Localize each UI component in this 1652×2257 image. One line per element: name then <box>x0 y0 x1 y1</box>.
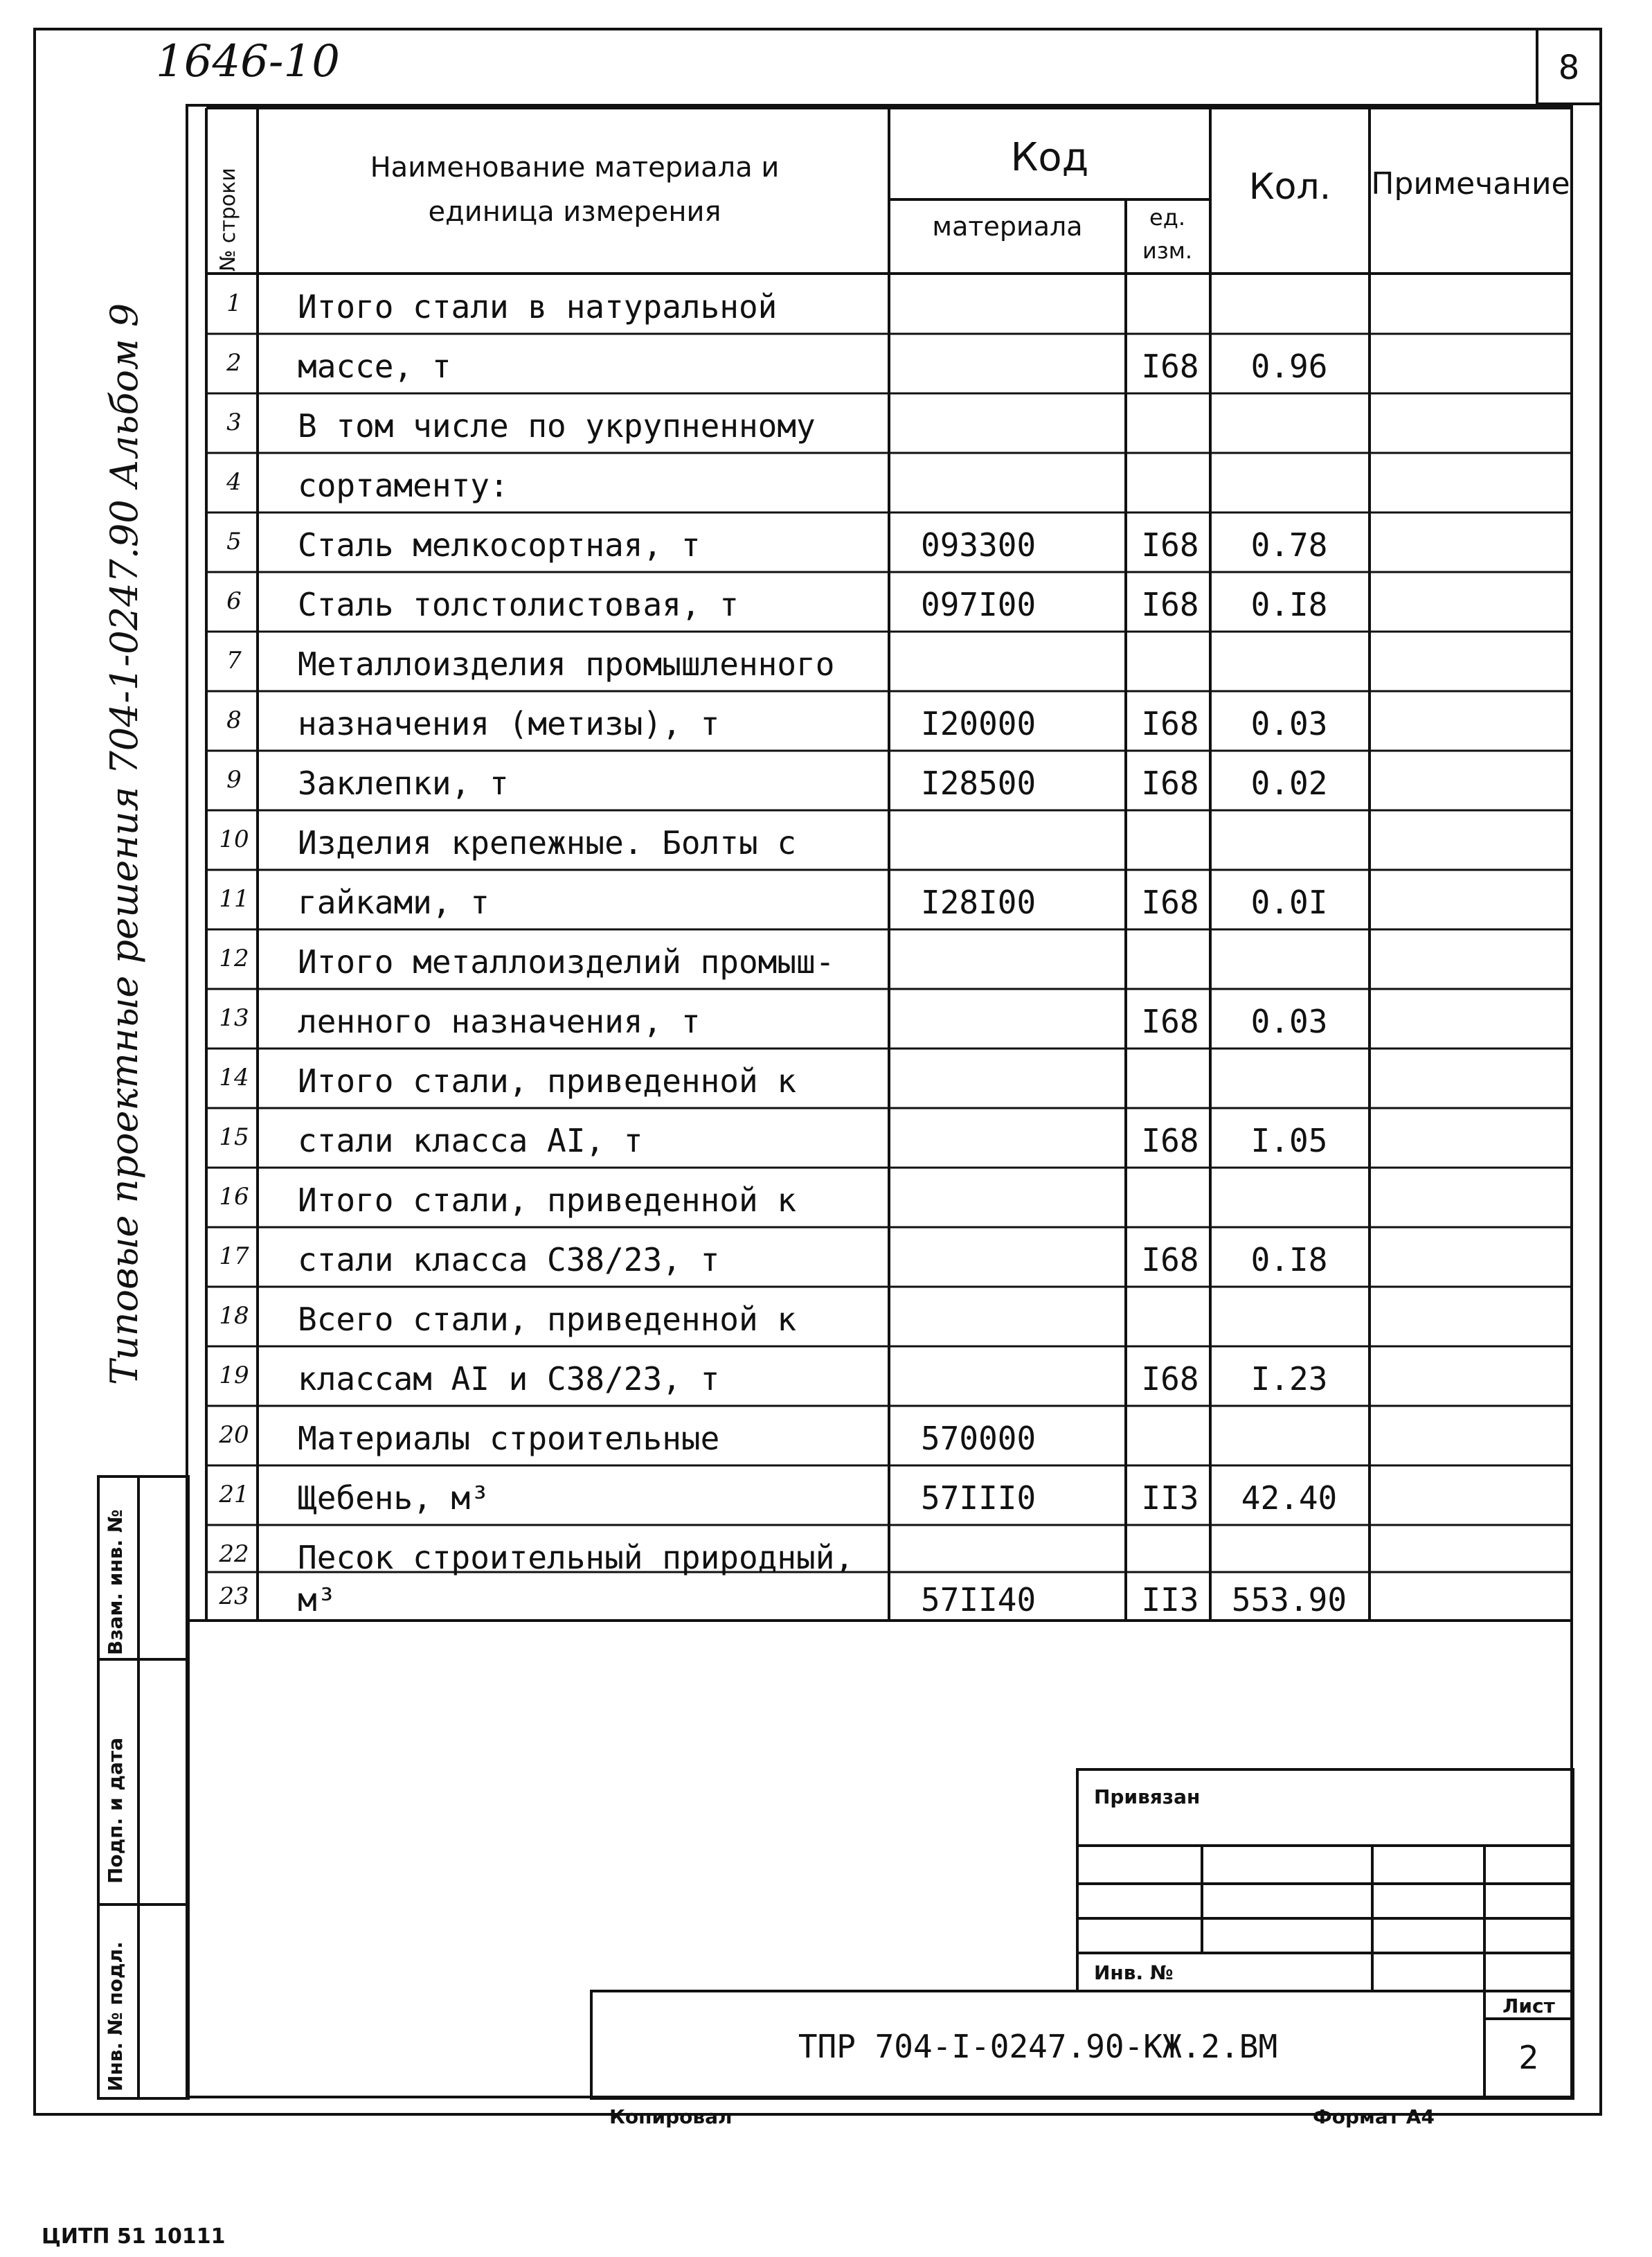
row-name: назначения (метизы), т <box>298 705 720 742</box>
stamp-privyazan: Привязан <box>1094 1785 1201 1808</box>
stamp-sheet-no: 2 <box>1518 2039 1539 2076</box>
row-number: 16 <box>219 1183 249 1211</box>
row-unit-code: I68 <box>1141 884 1199 921</box>
header-qty: Кол. <box>1248 166 1331 208</box>
row-number: 14 <box>219 1064 249 1091</box>
row-material-code: 097I00 <box>921 586 1036 623</box>
row-unit-code: I68 <box>1141 526 1199 564</box>
row-name: Итого металлоизделий промыш- <box>298 943 835 981</box>
row-qty: 0.0I <box>1250 884 1328 921</box>
row-name: стали класса С38/23, т <box>298 1241 720 1278</box>
row-qty: 0.03 <box>1250 1003 1328 1040</box>
header-code-material: материала <box>932 211 1083 242</box>
corner-note: 1646-10 <box>156 36 340 87</box>
row-material-code: 57III0 <box>921 1479 1036 1517</box>
row-name: Итого стали в натуральной <box>298 288 778 325</box>
row-name: Песок строительный природный, <box>298 1539 854 1576</box>
row-qty: 0.02 <box>1250 765 1328 802</box>
row-name: Изделия крепежные. Болты с <box>298 824 797 862</box>
row-unit-code: I68 <box>1141 705 1199 742</box>
row-qty: 553.90 <box>1231 1581 1347 1618</box>
row-name: В том числе по укрупненному <box>298 407 816 445</box>
row-number: 21 <box>219 1481 249 1508</box>
row-qty: 0.03 <box>1250 705 1328 742</box>
row-number: 20 <box>219 1421 249 1449</box>
row-number: 18 <box>219 1302 249 1330</box>
row-material-code: I28I00 <box>921 884 1036 921</box>
row-material-code: 57II40 <box>921 1581 1036 1618</box>
header-name: Наименование материала и единица измерения <box>370 152 780 228</box>
side-stamp-vzam-inv: Взам. инв. № <box>104 1509 127 1655</box>
row-qty: 0.78 <box>1250 526 1328 564</box>
row-name: Щебень, м³ <box>298 1479 490 1517</box>
row-number: 4 <box>226 468 242 496</box>
row-name: классам AI и С38/23, т <box>298 1360 720 1398</box>
row-name: Металлоизделия промышленного <box>298 645 835 683</box>
row-number: 6 <box>226 587 242 615</box>
row-name: массе, т <box>298 348 451 385</box>
stamp-doc-code: ТПР 704-I-0247.90-КЖ.2.ВМ <box>798 2028 1278 2065</box>
spine-title: Типовые проектные решения 704-1-0247.90 Альбом 9 <box>102 303 146 1385</box>
row-unit-code: I68 <box>1141 1241 1199 1278</box>
row-number: 9 <box>226 766 242 794</box>
header-code: Код <box>1010 135 1089 180</box>
row-unit-code: II3 <box>1141 1581 1199 1618</box>
row-number: 19 <box>219 1362 249 1389</box>
row-name: м³ <box>298 1581 336 1618</box>
row-number: 12 <box>219 945 249 972</box>
row-number: 17 <box>219 1242 249 1270</box>
header-code-unit: ед. изм. <box>1142 204 1193 264</box>
row-name: Заклепки, т <box>298 765 509 802</box>
row-material-code: I28500 <box>921 765 1036 802</box>
row-unit-code: I68 <box>1141 1360 1199 1398</box>
row-number: 11 <box>219 885 249 913</box>
stamp-sheet-label: Лист <box>1502 1995 1555 2017</box>
row-qty: I.23 <box>1250 1360 1328 1398</box>
row-material-code: 093300 <box>921 526 1036 564</box>
row-unit-code: I68 <box>1141 348 1199 385</box>
row-name: Итого стали, приведенной к <box>298 1062 797 1100</box>
row-unit-code: I68 <box>1141 765 1199 802</box>
row-material-code: I20000 <box>921 705 1036 742</box>
side-stamp-inv-orig: Инв. № подл. <box>104 1941 127 2091</box>
row-number: 22 <box>219 1540 249 1568</box>
row-qty: I.05 <box>1250 1122 1328 1159</box>
header-row-no: № строки <box>216 168 240 271</box>
row-name: ленного назначения, т <box>298 1003 701 1040</box>
row-name: стали класса AI, т <box>298 1122 643 1159</box>
row-qty: 0.96 <box>1250 348 1328 385</box>
footer-copied: Копировал <box>609 2105 733 2128</box>
row-number: 7 <box>226 647 242 675</box>
row-name: Сталь мелкосортная, т <box>298 526 701 564</box>
row-qty: 42.40 <box>1241 1479 1338 1517</box>
print-mark: ЦИТП 51 10111 <box>42 2224 226 2249</box>
row-qty: 0.I8 <box>1250 1241 1328 1278</box>
page-number: 8 <box>1558 48 1580 87</box>
row-unit-code: I68 <box>1141 586 1199 623</box>
row-unit-code: II3 <box>1141 1479 1199 1517</box>
row-name: гайками, т <box>298 884 490 921</box>
side-stamp-sign-date: Подп. и дата <box>104 1737 127 1884</box>
row-name: Материалы строительные <box>298 1420 720 1457</box>
header-note: Примечание <box>1371 166 1570 202</box>
row-unit-code: I68 <box>1141 1122 1199 1159</box>
row-number: 2 <box>226 349 242 377</box>
row-name: Итого стали, приведенной к <box>298 1181 797 1219</box>
row-number: 3 <box>226 409 242 436</box>
row-qty: 0.I8 <box>1250 586 1328 623</box>
footer-format: Формат А4 <box>1313 2105 1435 2128</box>
row-number: 5 <box>226 528 242 555</box>
row-number: 13 <box>219 1004 249 1032</box>
row-number: 23 <box>219 1582 249 1610</box>
row-number: 8 <box>226 706 242 734</box>
stamp-inv-no: Инв. № <box>1094 1961 1174 1984</box>
row-number: 10 <box>219 826 249 853</box>
row-name: Сталь толстолистовая, т <box>298 586 739 623</box>
row-name: сортаменту: <box>298 467 509 504</box>
row-number: 15 <box>219 1123 249 1151</box>
row-name: Всего стали, приведенной к <box>298 1301 797 1338</box>
row-unit-code: I68 <box>1141 1003 1199 1040</box>
row-number: 1 <box>226 289 242 317</box>
row-material-code: 570000 <box>921 1420 1036 1457</box>
